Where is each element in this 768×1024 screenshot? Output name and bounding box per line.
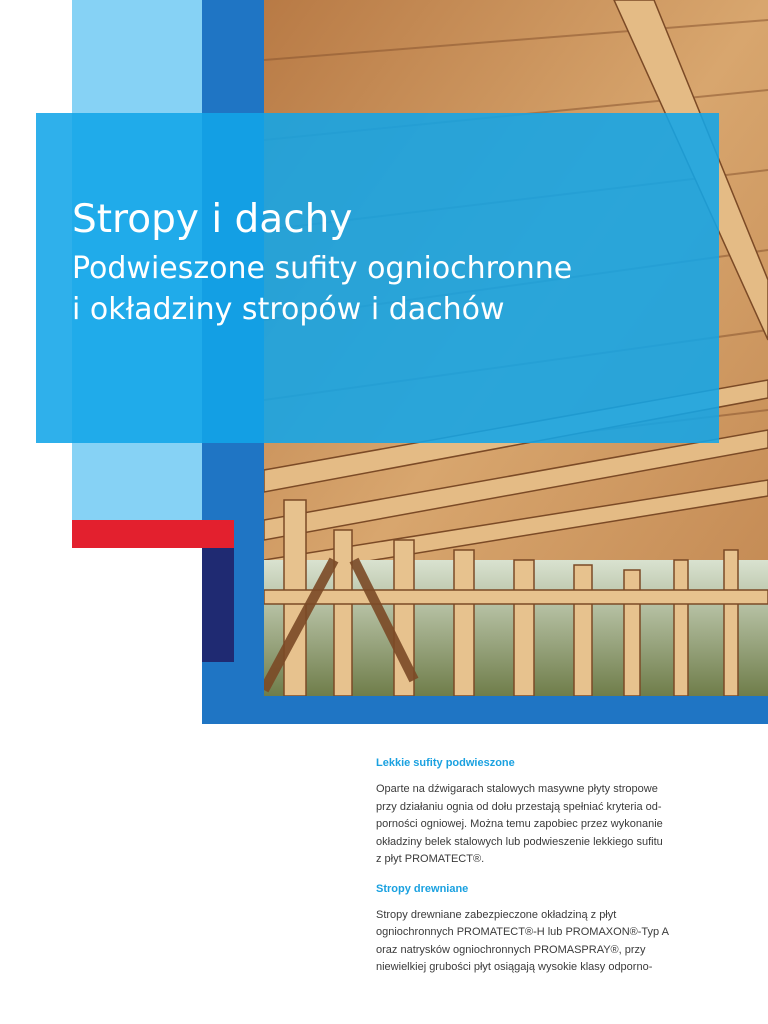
red-accent-bar <box>72 520 234 548</box>
section-body-timber-floors <box>376 907 716 977</box>
text-line: Oparte na dźwigarach stalowych masywne płyty stropowe <box>376 783 658 795</box>
text-line: porności ogniowej. Można temu zapobiec przez wykonanie <box>376 818 663 830</box>
section-body-lightweight-ceilings <box>376 781 716 869</box>
text-line: przy działaniu ognia od dołu przestają spełniać kryteria od- <box>376 800 662 813</box>
text-line: okładziny belek stalowych lub podwieszenie lekkiego sufitu <box>376 835 663 848</box>
section-heading-lightweight-ceilings: Lekkie sufity podwieszone <box>376 757 515 769</box>
navy-block <box>202 548 234 662</box>
section-heading-timber-floors: Stropy drewniane <box>376 882 469 895</box>
body-text-column <box>376 755 716 989</box>
subtitle-line-1: Podwieszone sufity ogniochronne <box>72 251 573 286</box>
text-line: Stropy drewniane zabezpieczone okładziną z płyt <box>376 908 617 921</box>
title-banner <box>36 113 719 443</box>
subtitle-line-2: i okładziny stropów i dachów <box>72 292 505 327</box>
page-subtitle <box>72 248 712 330</box>
text-line: niewielkiej grubości płyt osiągają wysokie klasy odporno- <box>376 961 653 973</box>
text-line: z płyt PROMATECT®. <box>376 853 485 865</box>
text-line: oraz natrysków ogniochronnych PROMASPRAY®, przy <box>376 943 646 956</box>
page-title: Stropy i dachy <box>72 197 353 242</box>
text-line: ogniochronnych PROMATECT®-H lub PROMAXON®-Typ A <box>376 926 669 938</box>
